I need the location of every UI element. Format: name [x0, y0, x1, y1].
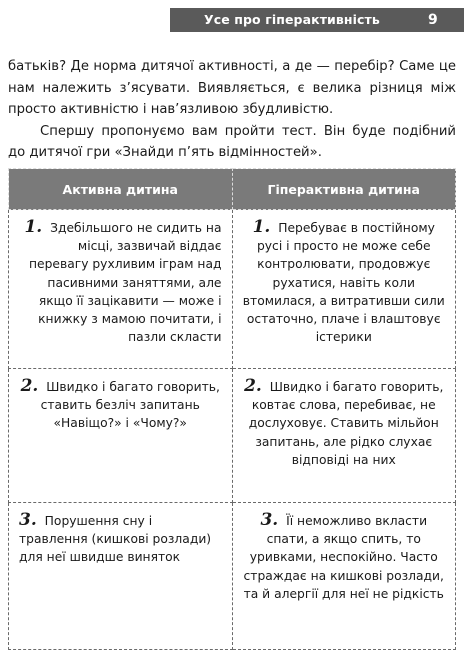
running-header-title: Усе про гіперактивність — [204, 12, 380, 27]
table-cell-hyperactive — [232, 369, 456, 503]
item-text: Перебуває в постійному русі і просто не може себе контролювати, продовжує рухатися, навіть коли втомилася, а витративши сили остаточно, плаче і влаштовує істерики — [242, 221, 445, 345]
table-cell-active — [9, 503, 233, 650]
table-cell-hyperactive — [232, 210, 456, 369]
table-row — [9, 503, 456, 650]
item-text: Здебільшого не сидить на місці, зазвичай віддає перевагу рухливим іграм над пасивними заняттями, але якщо її зацікавити — може і книжку з мамою почитати, і пазли скласти — [28, 221, 222, 345]
table-cell-hyperactive — [232, 503, 456, 650]
intro-text — [8, 56, 456, 164]
intro-paragraph-1: батьків? Де норма дитячої активності, а де — перебір? Саме це нам належить з’ясувати. Виявляється, є велика різниця між просто активністю і нав’язливою збудливістю. — [8, 59, 456, 118]
table-header-row — [9, 169, 456, 210]
table-row — [9, 369, 456, 503]
comparison-table — [8, 168, 456, 650]
item-text: Швидко і багато говорить, ставить безліч запитань «Навіщо?» і «Чому?» — [40, 380, 220, 431]
intro-paragraph-2: Спершу пропонуємо вам пройти тест. Він буде подібний до дитячої гри «Знайди п’ять відмінностей». — [8, 123, 456, 161]
table-cell-active — [9, 210, 233, 369]
item-number: 1. — [252, 217, 271, 237]
table-row — [9, 210, 456, 369]
page-number: 9 — [428, 12, 438, 28]
item-text: Швидко і багато говорить, ковтає слова, перебиває, не дослуховує. Ставить мільйон запитань, але рідко слухає відповіді на них — [248, 380, 444, 467]
item-number: 3. — [260, 510, 279, 530]
column-header-hyperactive: Гіперактивна дитина — [232, 169, 456, 210]
item-number: 3. — [19, 510, 37, 530]
item-text: Порушення сну і травлення (кишкові розлади) для неї швидше виняток — [19, 514, 212, 565]
item-text: Її неможливо вкласти спати, а якщо спить, то уривками, неспокійно. Часто страждає на кишкові розлади, та й алергії для неї не рідкість — [243, 514, 444, 601]
running-header — [170, 8, 464, 32]
item-number: 2. — [244, 376, 262, 396]
item-number: 2. — [20, 376, 39, 396]
item-number: 1. — [24, 217, 43, 237]
table-cell-active — [9, 369, 233, 503]
column-header-active: Активна дитина — [9, 169, 233, 210]
